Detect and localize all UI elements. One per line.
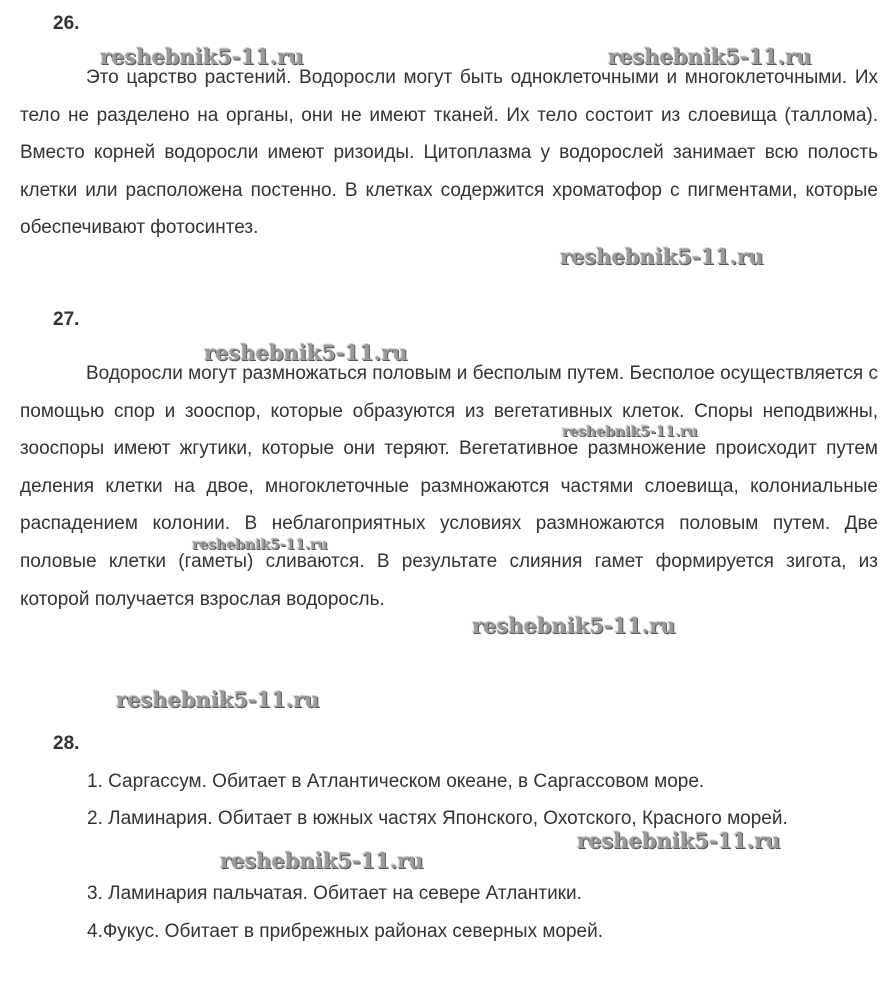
section-number-28: 28.	[53, 733, 80, 754]
watermark: reshebnik5-11.ru	[220, 848, 424, 873]
watermark: reshebnik5-11.ru	[577, 828, 781, 853]
watermark: reshebnik5-11.ru	[562, 424, 698, 440]
list-item: 3. Ламинария пальчатая. Обитает на севере Атлантики.	[87, 883, 582, 904]
watermark: reshebnik5-11.ru	[100, 44, 304, 69]
list-item: 1. Саргассум. Обитает в Атлантическом океане, в Саргассовом море.	[87, 771, 705, 792]
section-number-27: 27.	[53, 309, 80, 330]
watermark: reshebnik5-11.ru	[560, 244, 764, 269]
section-27-text: Водоросли могут размножаться половым и бесполым путем. Бесполое осуществляется с помощью спор и зооспор, которые образуются из вегетативных клеток. Споры неподвижны, зооспоры имеют жгутики, которые они теряют. Вегетативное размножение происходит путем деления клетки на двое, многоклеточные размножаются частями слоевища, колониальные распадением колонии. В неблагоприятных условиях размножаются половым путем. Две половые клетки (гаметы) сливаются. В результате слияния гамет формируется зигота, из которой получается взрослая водоросль.	[20, 363, 878, 610]
list-item: 2. Ламинария. Обитает в южных частях Японского, Охотского, Красного морей.	[87, 808, 788, 829]
watermark: reshebnik5-11.ru	[204, 340, 408, 365]
section-26-text: Это царство растений. Водоросли могут быть одноклеточными и многоклеточными. Их тело не разделено на органы, они не имеют тканей. Их тело состоит из слоевища (таллома). Вместо корней водоросли имеют ризоиды. Цитоплазма у водорослей занимает всю полость клетки или расположена постенно. В клетках содержится хроматофор с пигментами, которые обеспечивают фотосинтез.	[20, 67, 878, 239]
section-number-26: 26.	[53, 13, 80, 34]
watermark: reshebnik5-11.ru	[116, 687, 320, 712]
watermark: reshebnik5-11.ru	[472, 613, 676, 638]
watermark: reshebnik5-11.ru	[608, 44, 812, 69]
list-item: 4.Фукус. Обитает в прибрежных районах северных морей.	[87, 921, 604, 942]
watermark: reshebnik5-11.ru	[192, 537, 328, 553]
